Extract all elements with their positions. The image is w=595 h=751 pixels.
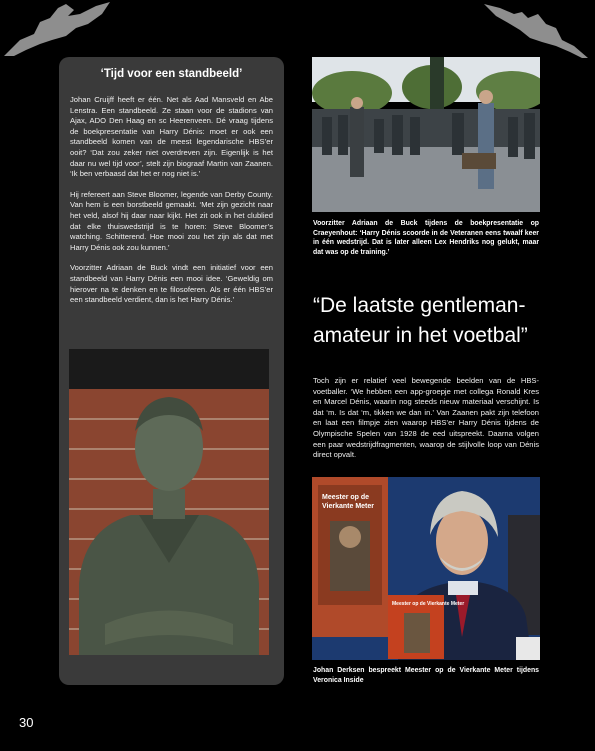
sidebar-box xyxy=(59,57,284,685)
sidebar-paragraph: Johan Cruijff heeft er één. Net als Aad Mansveld en Abe Lenstra. Een standbeeld. Ze staan voor de stadions van Ajax, ADO Den Haag en sc Heerenveen. Dé vraag tijdens de boekpresentatie van Harry Dénis: moet er ook een standbeeld komen van de meest legendarische HBS’er ooit? ‘Dat zou zeker niet overdreven zijn. Eigenlijk is het daar nu wel tijd voor’, stelt zijn biograaf Martin van Zaanen. ‘Ik ben verbaasd dat het er nog niet is.’ xyxy=(70,95,273,179)
sidebar-title: ‘Tijd voor een standbeeld’ xyxy=(100,68,243,80)
eagle-logo-left xyxy=(0,0,112,58)
tv-studio-photo xyxy=(312,477,540,660)
body-paragraph: Toch zijn er relatief veel bewegende beelden van de HBS-voetballer. ‘We hebben een app-groepje met collega Ronald Kres en Marcel Dénis, waarin nog steeds nieuw materiaal verschijnt. Is dat ‘m. Is dat ‘m, tikken we dan in.’ Van Zaanen pakt zijn telefoon en laat een filmpje zien waarop HBS’er Harry Dénis tijdens de Olympische Spelen van 1928 de eed uitspreekt. Daarna volgen een paar wedstrijdfragmenten, waarop de stijlvolle loop van Dénis direct opvalt. xyxy=(313,376,539,460)
photo-caption-top: Voorzitter Adriaan de Buck tijdens de boekpresentatie op Craeyenhout: ‘Harry Dénis scoorde in de Veteranen eens twaalf keer in één wedstrijd. Dat is later alleen Lex Hendriks nog gelukt, maar dat was op de training.’ xyxy=(313,220,539,256)
sidebar-paragraph: Voorzitter Adriaan de Buck vindt een initiatief voor een standbeeld van Harry Dénis een mooi idee. ‘Geweldig om hierover na te denken en te filosoferen. Als er één HBS’er een standbeeld verdient, dan is het Harry Dénis.’ xyxy=(70,263,273,305)
sidebar-paragraph: Hij refereert aan Steve Bloomer, legende van Derby County. Van hem is een borstbeeld gemaakt. ‘Met zijn gezicht naar het veld, alsof hij daar naar kijkt. Het zit ook in het clublied dat elke thuiswedstrijd is te horen: Steve Bloomer’s watching. Schitterend. Hoe mooi zou het zijn als dat met Harry Dénis ook zou kunnen.’ xyxy=(70,189,273,252)
book-presentation-photo xyxy=(312,57,540,212)
svg-text:Vierkante Meter: Vierkante Meter xyxy=(322,503,375,510)
pull-quote: “De laatste gentleman-amateur in het voetbal” xyxy=(313,294,528,347)
eagle-logo-right xyxy=(480,0,592,60)
tv-book-title: Meester op de Vierkante Meter xyxy=(392,601,465,607)
page-number: 30 xyxy=(19,715,34,730)
photo-caption-tv: Johan Derksen bespreekt Meester op de Vierkante Meter tijdens Veronica Inside xyxy=(313,667,539,684)
svg-text:Meester op de: Meester op de xyxy=(322,494,370,501)
statue-photo xyxy=(69,349,269,655)
